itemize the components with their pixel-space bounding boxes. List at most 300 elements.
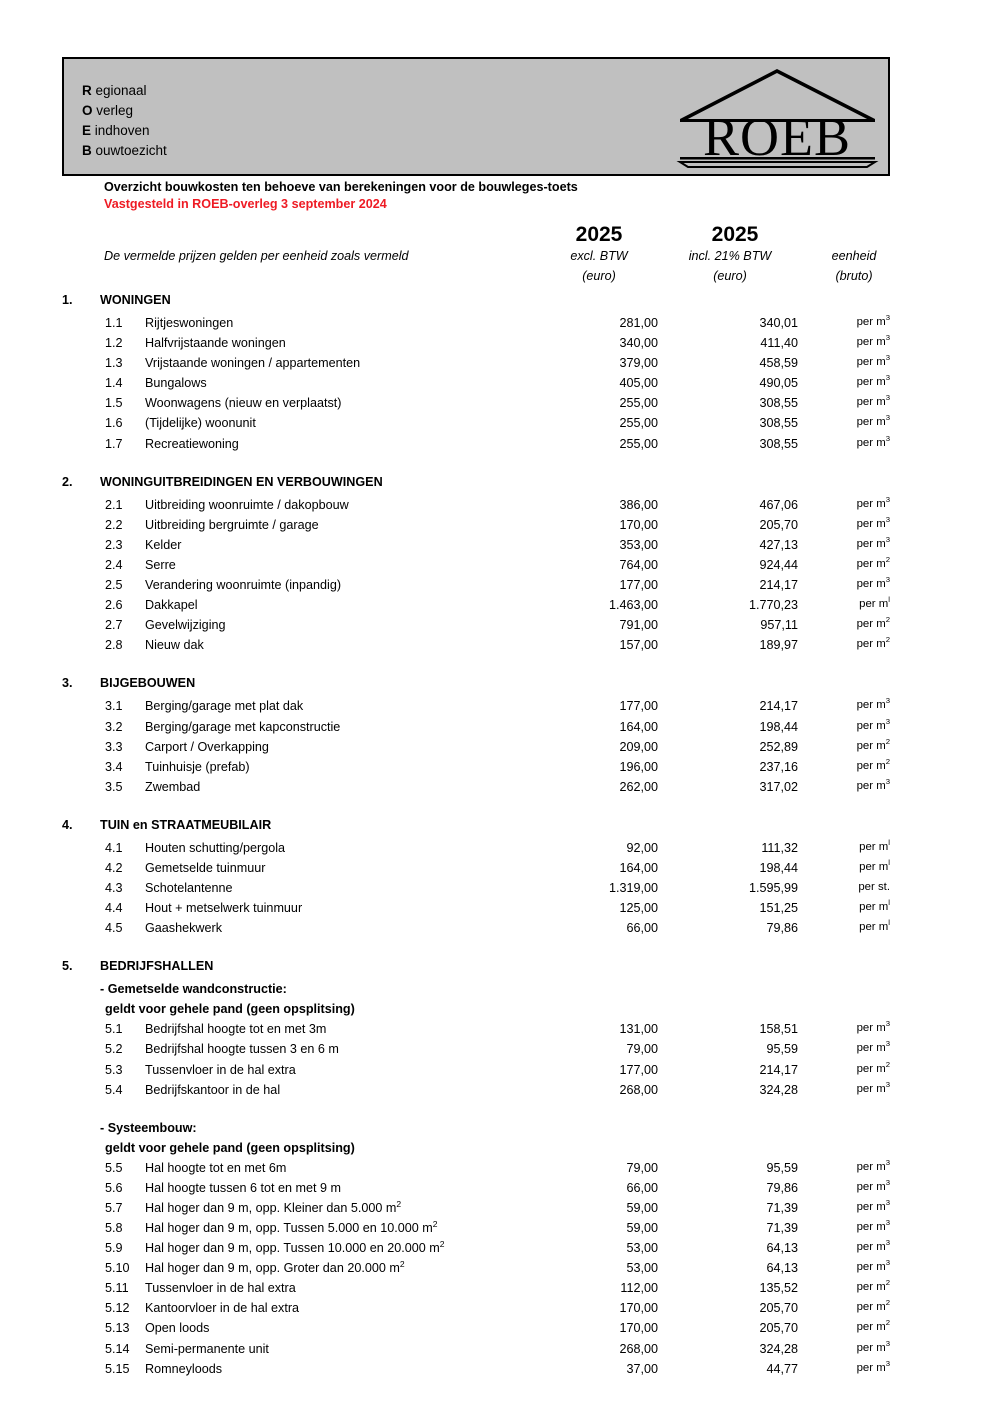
row-unit-superscript: 3 [885,1218,890,1228]
row-unit [806,535,890,550]
row-price-excl-btw: 386,00 [619,497,658,512]
row-unit-text: per m [859,860,889,873]
row-number: 3.2 [105,719,123,734]
row-price-excl-btw: 170,00 [619,1301,658,1316]
row-unit-text: per m [856,557,886,570]
row-price-excl-btw: 340,00 [619,336,658,351]
row-label-text: Open loods [145,1321,210,1336]
row-price-incl-btw: 189,97 [759,638,798,653]
column-header-unit-bruto: (bruto) [835,269,873,283]
row-unit-text: per m [856,1281,886,1294]
row-label-text: Bedrijfshal hoogte tussen 3 en 6 m [145,1042,339,1057]
row-price-incl-btw: 924,44 [759,557,798,572]
row-number: 5.12 [105,1301,130,1316]
row-unit [806,838,890,853]
row-unit-text: per m [856,699,886,712]
row-unit [806,514,890,530]
row-label-text: Carport / Overkapping [145,739,269,754]
table-row [0,514,992,538]
table-row [0,313,992,336]
row-label [145,638,204,652]
row-label-text: Halfvrijstaande woningen [145,336,286,351]
row-unit [806,555,890,570]
row-number: 2.3 [105,537,123,552]
row-price-incl-btw: 1.770,23 [748,598,798,613]
row-unit [806,1059,890,1075]
price-table [0,293,992,1382]
table-row [0,635,992,658]
row-unit-text: per m [856,316,886,328]
section-number: 5. [62,959,73,974]
row-label [145,1198,402,1215]
row-unit-superscript: 2 [885,1298,890,1308]
row-number: 3.5 [105,779,123,794]
row-unit-text: per m [856,356,886,369]
section-heading [0,676,992,699]
row-unit-superscript: 2 [885,555,890,565]
row-price-excl-btw: 177,00 [619,699,658,714]
row-unit [806,635,890,651]
row-number: 2.6 [105,598,123,613]
row-price-incl-btw: 135,52 [759,1281,798,1296]
row-number: 2.4 [105,557,123,572]
table-row [0,1338,992,1362]
section-spacer [0,1103,992,1121]
row-price-excl-btw: 170,00 [619,1321,658,1336]
row-unit [806,776,890,792]
row-unit [806,494,890,510]
row-number: 5.5 [105,1160,123,1175]
table-row [0,1258,992,1281]
row-unit [806,918,890,934]
row-unit [806,1178,890,1193]
row-label [145,1301,299,1315]
row-price-incl-btw: 158,51 [759,1022,798,1037]
row-label [145,1362,222,1376]
row-price-incl-btw: 308,55 [759,416,798,431]
row-unit-text: per m [856,1082,886,1095]
table-row [0,776,992,800]
row-price-excl-btw: 268,00 [619,1341,658,1356]
row-label [145,1022,326,1036]
row-unit [806,433,890,449]
row-unit-superscript: 2 [885,1278,890,1288]
row-unit-text: per m [856,517,886,530]
row-price-incl-btw: 205,70 [759,1301,798,1316]
table-row [0,535,992,558]
row-price-excl-btw: 255,00 [619,396,658,411]
row-number: 4.3 [105,881,123,896]
row-unit [806,1258,890,1274]
row-unit [806,1298,890,1314]
row-number: 4.5 [105,921,123,936]
row-unit-superscript: 3 [885,1039,890,1049]
section-note-text: geldt voor gehele pand (geen opsplitsing) [105,1140,355,1155]
row-unit-text: per m [856,1042,886,1055]
row-unit [806,696,890,712]
row-number: 5.10 [105,1261,130,1276]
table-row [0,413,992,436]
row-unit-text: per m [856,376,886,389]
row-number: 1.7 [105,436,123,451]
row-unit-text: per m [856,537,886,550]
row-unit-superscript: 3 [885,433,890,443]
row-price-excl-btw: 59,00 [626,1221,658,1235]
row-label-text: Serre [145,557,176,572]
table-row [0,575,992,598]
row-unit-superscript: 2 [885,635,890,645]
page-title: Overzicht bouwkosten ten behoeve van berekeningen voor de bouwleges-toets [104,180,578,194]
row-label [145,598,198,612]
row-price-excl-btw: 164,00 [619,860,658,875]
row-label-text: Schotelantenne [145,881,233,896]
table-row [0,1218,992,1241]
row-number: 5.4 [105,1082,123,1097]
row-label-text: Nieuw dak [145,638,204,653]
row-unit [806,575,890,591]
row-unit-text: per m [856,1261,886,1274]
column-header-unit: eenheid [831,249,877,263]
row-label-text: (Tijdelijke) woonunit [145,416,256,431]
row-price-excl-btw: 53,00 [626,1241,658,1256]
row-number: 2.5 [105,578,123,593]
row-label [145,578,341,592]
row-unit-text: per m [856,618,886,631]
row-price-excl-btw: 92,00 [626,840,658,855]
column-header-excl-euro: (euro) [582,269,616,283]
row-label-text: Tussenvloer in de hal extra [145,1281,296,1296]
section-note [0,1121,992,1141]
row-unit-superscript: 3 [885,393,890,403]
section-number: 2. [62,474,73,489]
row-number: 4.2 [105,860,123,875]
row-price-incl-btw: 79,86 [766,1180,798,1195]
row-label [145,740,269,754]
row-price-incl-btw: 198,44 [759,719,798,734]
row-label [145,1181,341,1195]
row-unit [806,898,890,914]
row-unit-superscript: 3 [885,353,890,363]
row-price-excl-btw: 37,00 [626,1361,658,1376]
row-unit-superscript: 3 [885,514,890,524]
section-note-text: - Systeembouw: [100,1120,197,1135]
table-row [0,1039,992,1062]
row-price-excl-btw: 1.319,00 [608,881,658,896]
row-label-text: Vrijstaande woningen / appartementen [145,356,361,371]
roeb-logo [675,63,880,171]
table-row [0,1079,992,1103]
row-label [145,1042,339,1056]
table-row [0,1178,992,1201]
row-label [145,1218,438,1235]
row-unit-superscript: 3 [885,373,890,383]
row-price-excl-btw: 281,00 [619,316,658,330]
row-number: 5.14 [105,1341,130,1356]
row-unit-text: per m [859,840,889,853]
row-unit [806,1358,890,1374]
row-price-incl-btw: 214,17 [759,1062,798,1077]
row-label [145,1238,445,1256]
table-row [0,433,992,457]
row-unit-text: per m [856,1341,886,1354]
table-row [0,1318,992,1341]
section-heading [0,475,992,498]
row-label [145,1281,296,1295]
row-unit-text: per m [856,1241,886,1254]
table-row [0,333,992,356]
row-price-incl-btw: 467,06 [759,497,798,512]
row-label [145,1342,269,1356]
table-row [0,494,992,518]
row-label [145,1083,280,1097]
row-unit-superscript: 3 [885,1198,890,1208]
column-header-incl-btw: incl. 21% BTW [688,249,772,263]
row-unit-superscript: 3 [885,1019,890,1029]
row-unit-text: per m [856,1062,886,1075]
section-number: 4. [62,817,73,832]
row-unit-superscript: 3 [885,1338,890,1348]
row-price-excl-btw: 379,00 [619,356,658,371]
row-unit-text: per m [856,497,886,510]
row-label-text: Bedrijfskantoor in de hal [145,1082,281,1097]
row-label-text: Hal hoger dan 9 m, opp. Tussen 10.000 en 20.000 m [145,1241,440,1256]
row-number: 3.3 [105,739,123,754]
row-number: 5.3 [105,1062,123,1077]
section-note-text: geldt voor gehele pand (geen opsplitsing) [105,1002,355,1017]
row-price-excl-btw: 164,00 [619,719,658,734]
row-unit-superscript: 2 [885,1059,890,1069]
row-price-excl-btw: 262,00 [619,779,658,794]
row-label-superscript: 2 [396,1198,402,1209]
row-unit-text: per m [856,719,886,732]
row-label-text: Semi-permanente unit [145,1341,269,1356]
row-price-incl-btw: 44,77 [766,1361,798,1376]
row-number: 2.2 [105,517,123,532]
row-label-text: Recreatiewoning [145,436,239,451]
row-price-excl-btw: 66,00 [626,1180,658,1195]
row-number: 2.1 [105,497,123,512]
row-label [145,720,340,734]
row-number: 1.4 [105,376,123,391]
row-number: 1.6 [105,416,123,431]
row-label-text: Hal hoger dan 9 m, opp. Kleiner dan 5.000 m [145,1200,397,1215]
row-number: 5.11 [105,1281,129,1296]
acronym-word: verleg [92,103,134,118]
table-row [0,838,992,861]
row-label-text: Hal hoger dan 9 m, opp. Tussen 5.000 en 10.000 m [145,1221,433,1235]
acronym-line [82,121,167,141]
row-price-incl-btw: 237,16 [759,759,798,774]
row-price-excl-btw: 66,00 [626,921,658,936]
section-number: 1. [62,293,73,307]
acronym-line [82,81,167,101]
row-price-incl-btw: 64,13 [766,1261,798,1276]
row-unit-superscript: 2 [885,1318,890,1328]
row-number: 4.4 [105,901,123,916]
row-number: 2.8 [105,638,123,653]
row-unit-text: per m [856,1321,886,1334]
roeb-acronym-block [82,81,167,161]
table-row [0,736,992,760]
acronym-capital: E [82,123,92,138]
row-label-superscript: 2 [432,1218,438,1229]
row-unit [806,881,890,893]
row-price-excl-btw: 353,00 [619,537,658,552]
row-price-incl-btw: 64,13 [766,1241,798,1256]
row-price-incl-btw: 198,44 [759,860,798,875]
row-price-incl-btw: 1.595,99 [748,881,798,896]
table-row [0,898,992,921]
row-price-excl-btw: 157,00 [619,638,658,653]
row-unit-superscript: 3 [885,1079,890,1089]
row-unit [806,373,890,389]
table-row [0,696,992,719]
row-unit-text: per m [856,1200,886,1213]
header-logo-box [62,57,890,176]
row-price-incl-btw: 205,70 [759,1321,798,1336]
column-header-excl-btw: excl. BTW [570,249,628,263]
row-price-excl-btw: 53,00 [626,1261,658,1276]
row-price-excl-btw: 79,00 [626,1042,658,1057]
section-note [0,1002,992,1022]
row-price-excl-btw: 125,00 [619,901,658,916]
row-price-excl-btw: 170,00 [619,517,658,532]
row-label [145,558,176,572]
row-number: 2.7 [105,618,123,633]
row-price-excl-btw: 268,00 [619,1082,658,1097]
column-header-incl-euro: (euro) [713,269,747,283]
row-price-excl-btw: 131,00 [619,1022,658,1037]
row-label [145,1321,209,1335]
row-unit [806,716,890,732]
row-label [145,921,222,935]
row-label [145,780,200,794]
row-number: 1.2 [105,336,123,351]
table-row [0,1238,992,1261]
row-label [145,316,233,330]
column-header-year-incl: 2025 [711,223,759,246]
row-unit [806,393,890,409]
table-row [0,1157,992,1181]
table-row [0,1278,992,1301]
row-unit-text: per st. [858,881,890,894]
row-unit-superscript: 3 [885,313,890,323]
section-title: WONINGEN [100,293,171,307]
row-unit [806,1019,890,1035]
table-row [0,756,992,780]
row-unit-superscript: 3 [885,413,890,423]
table-row [0,1298,992,1321]
row-label-text: Gemetselde tuinmuur [145,860,266,875]
row-label-text: Berging/garage met plat dak [145,699,304,714]
row-price-incl-btw: 957,11 [760,618,798,633]
row-price-incl-btw: 340,01 [759,316,798,330]
acronym-line [82,141,167,161]
row-price-excl-btw: 255,00 [619,416,658,431]
row-unit-text: per m [856,759,886,772]
row-unit-superscript: 3 [885,776,890,786]
row-unit-superscript: l [888,595,890,605]
row-unit-text: per m [856,436,886,449]
row-price-incl-btw: 151,25 [759,901,798,916]
section-note [0,982,992,1002]
row-price-excl-btw: 209,00 [619,739,658,754]
row-label-text: Verandering woonruimte (inpandig) [145,578,342,593]
row-unit-superscript: 2 [885,615,890,625]
row-price-excl-btw: 177,00 [619,578,658,593]
row-price-incl-btw: 205,70 [759,517,798,532]
row-label-text: Houten schutting/pergola [145,840,286,855]
row-unit-superscript: 3 [885,1358,890,1368]
row-unit-text: per m [856,638,886,651]
section-heading [0,959,992,982]
row-unit [806,615,890,631]
row-number: 1.3 [105,356,123,371]
row-label [145,336,286,350]
row-number: 5.15 [105,1361,130,1376]
row-price-excl-btw: 79,00 [626,1160,658,1175]
table-row [0,615,992,638]
table-row [0,1358,992,1382]
row-price-incl-btw: 79,86 [766,921,798,936]
row-label [145,881,233,895]
row-unit [806,1238,890,1254]
row-number: 5.13 [105,1321,130,1336]
row-unit [806,1278,890,1294]
row-label-text: Berging/garage met kapconstructie [145,719,341,734]
row-unit-superscript: 3 [885,494,890,504]
row-unit [806,333,890,349]
row-label-text: Rijtjeswoningen [145,316,234,330]
row-price-incl-btw: 252,89 [759,739,798,754]
row-label [145,760,250,774]
row-unit-text: per m [856,416,886,429]
row-price-incl-btw: 308,55 [759,396,798,411]
row-price-incl-btw: 71,39 [766,1200,798,1215]
row-number: 5.7 [105,1200,123,1215]
row-unit [806,353,890,369]
acronym-word: ouwtoezicht [91,143,167,158]
section-note-text: - Gemetselde wandconstructie: [100,982,287,997]
svg-text:ROEB: ROEB [702,107,852,167]
row-price-incl-btw: 411,40 [760,336,798,351]
row-unit-superscript: 3 [885,575,890,585]
row-price-incl-btw: 95,59 [766,1160,798,1175]
row-label-text: Bedrijfshal hoogte tot en met 3m [145,1022,327,1037]
row-label-text: Hal hoogte tussen 6 tot en met 9 m [145,1180,342,1195]
table-row [0,1198,992,1221]
row-label-superscript: 2 [399,1259,405,1269]
row-unit [806,1218,890,1233]
row-unit-superscript: 3 [885,1258,890,1268]
row-label [145,376,207,390]
row-unit [806,1338,890,1354]
row-number: 5.9 [105,1241,123,1256]
row-price-excl-btw: 196,00 [619,759,658,774]
row-label-text: Hout + metselwerk tuinmuur [145,901,303,916]
row-unit [806,736,890,752]
column-header-year-excl: 2025 [575,223,623,246]
row-label [145,901,302,915]
table-row [0,1059,992,1083]
row-price-excl-btw: 764,00 [619,557,658,572]
row-unit-superscript: 3 [885,1157,890,1167]
row-label-text: Bungalows [145,376,207,391]
row-label-superscript: 2 [439,1238,445,1249]
row-label-text: Tussenvloer in de hal extra [145,1062,296,1077]
section-title: TUIN en STRAATMEUBILAIR [100,817,272,832]
table-row [0,353,992,376]
